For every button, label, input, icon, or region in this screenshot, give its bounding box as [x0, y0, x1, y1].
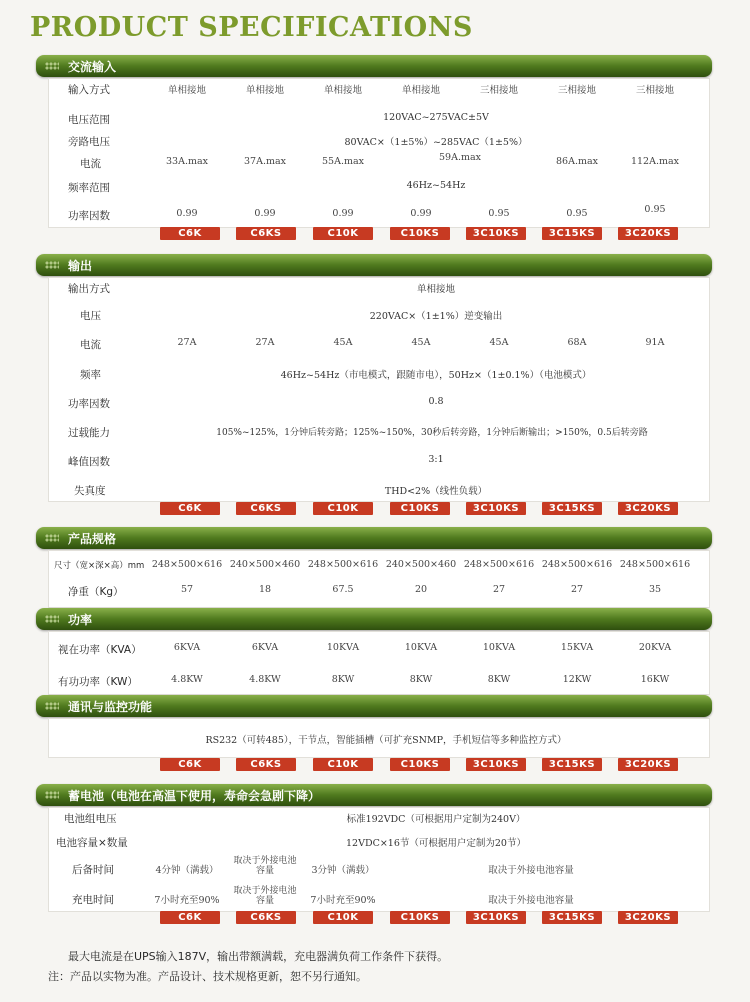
section-title: 输出 — [68, 259, 93, 273]
cell: 248×500×616 — [463, 559, 535, 570]
cell: 8KW — [409, 674, 433, 685]
cell: 35 — [648, 584, 662, 595]
cell: 12KW — [562, 674, 592, 685]
cell: 单相接地 — [245, 85, 284, 96]
section-header-power — [36, 608, 712, 630]
cell: RS232（可转485），干节点，智能插槽（可扩充SNMP，手机短信等多种监控方式） — [205, 735, 567, 746]
cell: 120VAC~275VAC±5V — [383, 112, 489, 123]
row-label: 电流 — [80, 158, 101, 170]
dots-icon — [45, 261, 59, 269]
page-title: PRODUCT SPECIFICATIONS — [30, 12, 473, 43]
model-tag: 3C15KS — [542, 502, 602, 515]
model-tag: C10KS — [390, 502, 450, 515]
section-title: 交流输入 — [68, 60, 117, 74]
model-tag: 3C20KS — [618, 227, 678, 240]
cell: 10KVA — [404, 642, 438, 653]
cell: 8KW — [487, 674, 511, 685]
cell: 20KVA — [638, 642, 672, 653]
cell: 10KVA — [482, 642, 516, 653]
model-tag: C6K — [160, 758, 220, 771]
row-label: 视在功率（KVA） — [58, 644, 142, 656]
section-header-spec — [36, 527, 712, 549]
cell: 三相接地 — [557, 85, 596, 96]
model-tag: 3C15KS — [542, 227, 602, 240]
dots-icon — [45, 791, 59, 799]
cell: 46Hz~54Hz — [406, 180, 466, 191]
model-tag: 3C10KS — [466, 502, 526, 515]
model-tags — [0, 758, 750, 772]
model-tag: 3C10KS — [466, 227, 526, 240]
model-tag: C10KS — [390, 227, 450, 240]
cell: 3分钟（满载） — [311, 865, 375, 876]
cell: 标准192VDC（可根据用户定制为240V） — [346, 814, 526, 825]
cell: 4分钟（满载） — [155, 865, 219, 876]
cell: 4.8KW — [249, 674, 281, 685]
section-title: 功率 — [68, 613, 93, 627]
cell: 20 — [414, 584, 428, 595]
model-tags — [0, 502, 750, 516]
model-tag: C6K — [160, 911, 220, 924]
cell: 112A.max — [630, 156, 680, 167]
model-tag: C10KS — [390, 911, 450, 924]
cell: 单相接地 — [323, 85, 362, 96]
cell: 0.8 — [428, 396, 444, 407]
cell: 46Hz~54Hz（市电模式，跟随市电），50Hz×（1±0.1%）（电池模式） — [280, 370, 592, 381]
cell: 45A — [411, 337, 431, 348]
section-title: 蓄电池（电池在高温下使用，寿命会急剧下降） — [68, 789, 321, 803]
model-tag: C10K — [313, 758, 373, 771]
power-panel — [48, 631, 710, 695]
model-tag: C6KS — [236, 911, 296, 924]
cell: 248×500×616 — [151, 559, 223, 570]
cell: 单相接地 — [167, 85, 206, 96]
dots-icon — [45, 702, 59, 710]
cell: 单相接地 — [416, 284, 455, 295]
cell: 55A.max — [322, 156, 364, 167]
row-label: 功率因数 — [68, 210, 110, 222]
row-label: 输入方式 — [68, 84, 110, 96]
section-header-battery — [36, 784, 712, 806]
row-label: 峰值因数 — [68, 456, 110, 468]
cell: 0.99 — [176, 208, 198, 219]
cell: 6KVA — [251, 642, 279, 653]
row-label: 有功功率（KW） — [58, 676, 138, 688]
input-panel — [48, 78, 710, 228]
cell: 12VDC×16节（可根据用户定制为20节） — [346, 838, 526, 849]
footnote-disclaimer: 注：产品以实物为准。产品设计、技术规格更新，恕不另行通知。 — [48, 970, 367, 983]
row-label: 过载能力 — [68, 427, 110, 439]
cell: 0.95 — [566, 208, 588, 219]
cell: 16KW — [640, 674, 670, 685]
cell: 取决于外接电池容量 — [233, 856, 297, 876]
model-tag: C10K — [313, 502, 373, 515]
model-tag: C6K — [160, 502, 220, 515]
cell: 59A.max — [439, 152, 481, 163]
cell: 27 — [492, 584, 506, 595]
cell: 248×500×616 — [619, 559, 691, 570]
cell: 86A.max — [556, 156, 598, 167]
cell: 0.95 — [644, 204, 666, 215]
cell: 三相接地 — [479, 85, 518, 96]
dots-icon — [45, 62, 59, 70]
model-tag: C6K — [160, 227, 220, 240]
model-tag: C10K — [313, 911, 373, 924]
cell: 27A — [255, 337, 275, 348]
section-header-input — [36, 55, 712, 77]
section-title: 通讯与监控功能 — [68, 700, 153, 714]
section-header-comm — [36, 695, 712, 717]
cell: 240×500×460 — [385, 559, 457, 570]
cell: 取决于外接电池容量 — [233, 886, 297, 906]
cell: 6KVA — [173, 642, 201, 653]
dots-icon — [45, 615, 59, 623]
model-tags — [0, 911, 750, 925]
cell: 三相接地 — [635, 85, 674, 96]
row-label: 输出方式 — [68, 283, 110, 295]
cell: 105%~125%，1分钟后转旁路；125%~150%，30秒后转旁路，1分钟后断输出；>150%，0.5后转旁路 — [216, 428, 648, 438]
cell: 80VAC×（1±5%）~285VAC（1±5%） — [344, 137, 528, 148]
cell: 45A — [333, 337, 353, 348]
cell: 240×500×460 — [229, 559, 301, 570]
cell: THD<2%（线性负载） — [384, 486, 488, 497]
row-label: 电压 — [80, 310, 101, 322]
row-label: 后备时间 — [72, 864, 114, 876]
cell: 27 — [570, 584, 584, 595]
model-tag: C6KS — [236, 502, 296, 515]
dots-icon — [45, 534, 59, 542]
footnote-current: 最大电流是在UPS输入187V，输出带额满载，充电器满负荷工作条件下获得。 — [68, 950, 449, 963]
row-label: 失真度 — [74, 485, 106, 497]
row-label: 旁路电压 — [68, 136, 110, 148]
cell: 单相接地 — [401, 85, 440, 96]
cell: 0.99 — [332, 208, 354, 219]
model-tag: 3C15KS — [542, 911, 602, 924]
cell: 68A — [567, 337, 587, 348]
cell: 0.95 — [488, 208, 510, 219]
cell: 4.8KW — [171, 674, 203, 685]
cell: 248×500×616 — [541, 559, 613, 570]
cell: 取决于外接电池容量 — [488, 865, 574, 876]
cell: 67.5 — [332, 584, 354, 595]
row-label: 充电时间 — [72, 894, 114, 906]
cell: 10KVA — [326, 642, 360, 653]
model-tag: 3C20KS — [618, 758, 678, 771]
cell: 3:1 — [428, 454, 444, 465]
cell: 7小时充至90% — [310, 895, 376, 906]
model-tag: C10KS — [390, 758, 450, 771]
model-tag: C10K — [313, 227, 373, 240]
cell: 57 — [180, 584, 194, 595]
model-tag: 3C20KS — [618, 911, 678, 924]
section-title: 产品规格 — [68, 532, 117, 546]
cell: 0.99 — [254, 208, 276, 219]
row-label: 电压范围 — [68, 114, 110, 126]
cell: 15KVA — [560, 642, 594, 653]
model-tag: 3C10KS — [466, 758, 526, 771]
cell: 0.99 — [410, 208, 432, 219]
cell: 18 — [258, 584, 272, 595]
row-label: 频率范围 — [68, 182, 110, 194]
row-label: 频率 — [80, 369, 101, 381]
row-label: 尺寸（宽×深×高）mm — [54, 561, 145, 571]
cell: 91A — [645, 337, 665, 348]
cell: 45A — [489, 337, 509, 348]
model-tag: 3C20KS — [618, 502, 678, 515]
row-label: 电池组电压 — [64, 813, 117, 825]
cell: 248×500×616 — [307, 559, 379, 570]
row-label: 电流 — [80, 339, 101, 351]
model-tags — [0, 227, 750, 241]
cell: 33A.max — [166, 156, 208, 167]
row-label: 电池容量×数量 — [56, 837, 128, 849]
section-header-output — [36, 254, 712, 276]
cell: 220VAC×（1±1%）逆变输出 — [369, 311, 503, 322]
cell: 37A.max — [244, 156, 286, 167]
cell: 取决于外接电池容量 — [488, 895, 574, 906]
model-tag: 3C15KS — [542, 758, 602, 771]
model-tag: C6KS — [236, 758, 296, 771]
model-tag: 3C10KS — [466, 911, 526, 924]
row-label: 净重（Kg） — [68, 586, 124, 598]
cell: 8KW — [331, 674, 355, 685]
cell: 7小时充至90% — [154, 895, 220, 906]
cell: 27A — [177, 337, 197, 348]
row-label: 功率因数 — [68, 398, 110, 410]
model-tag: C6KS — [236, 227, 296, 240]
